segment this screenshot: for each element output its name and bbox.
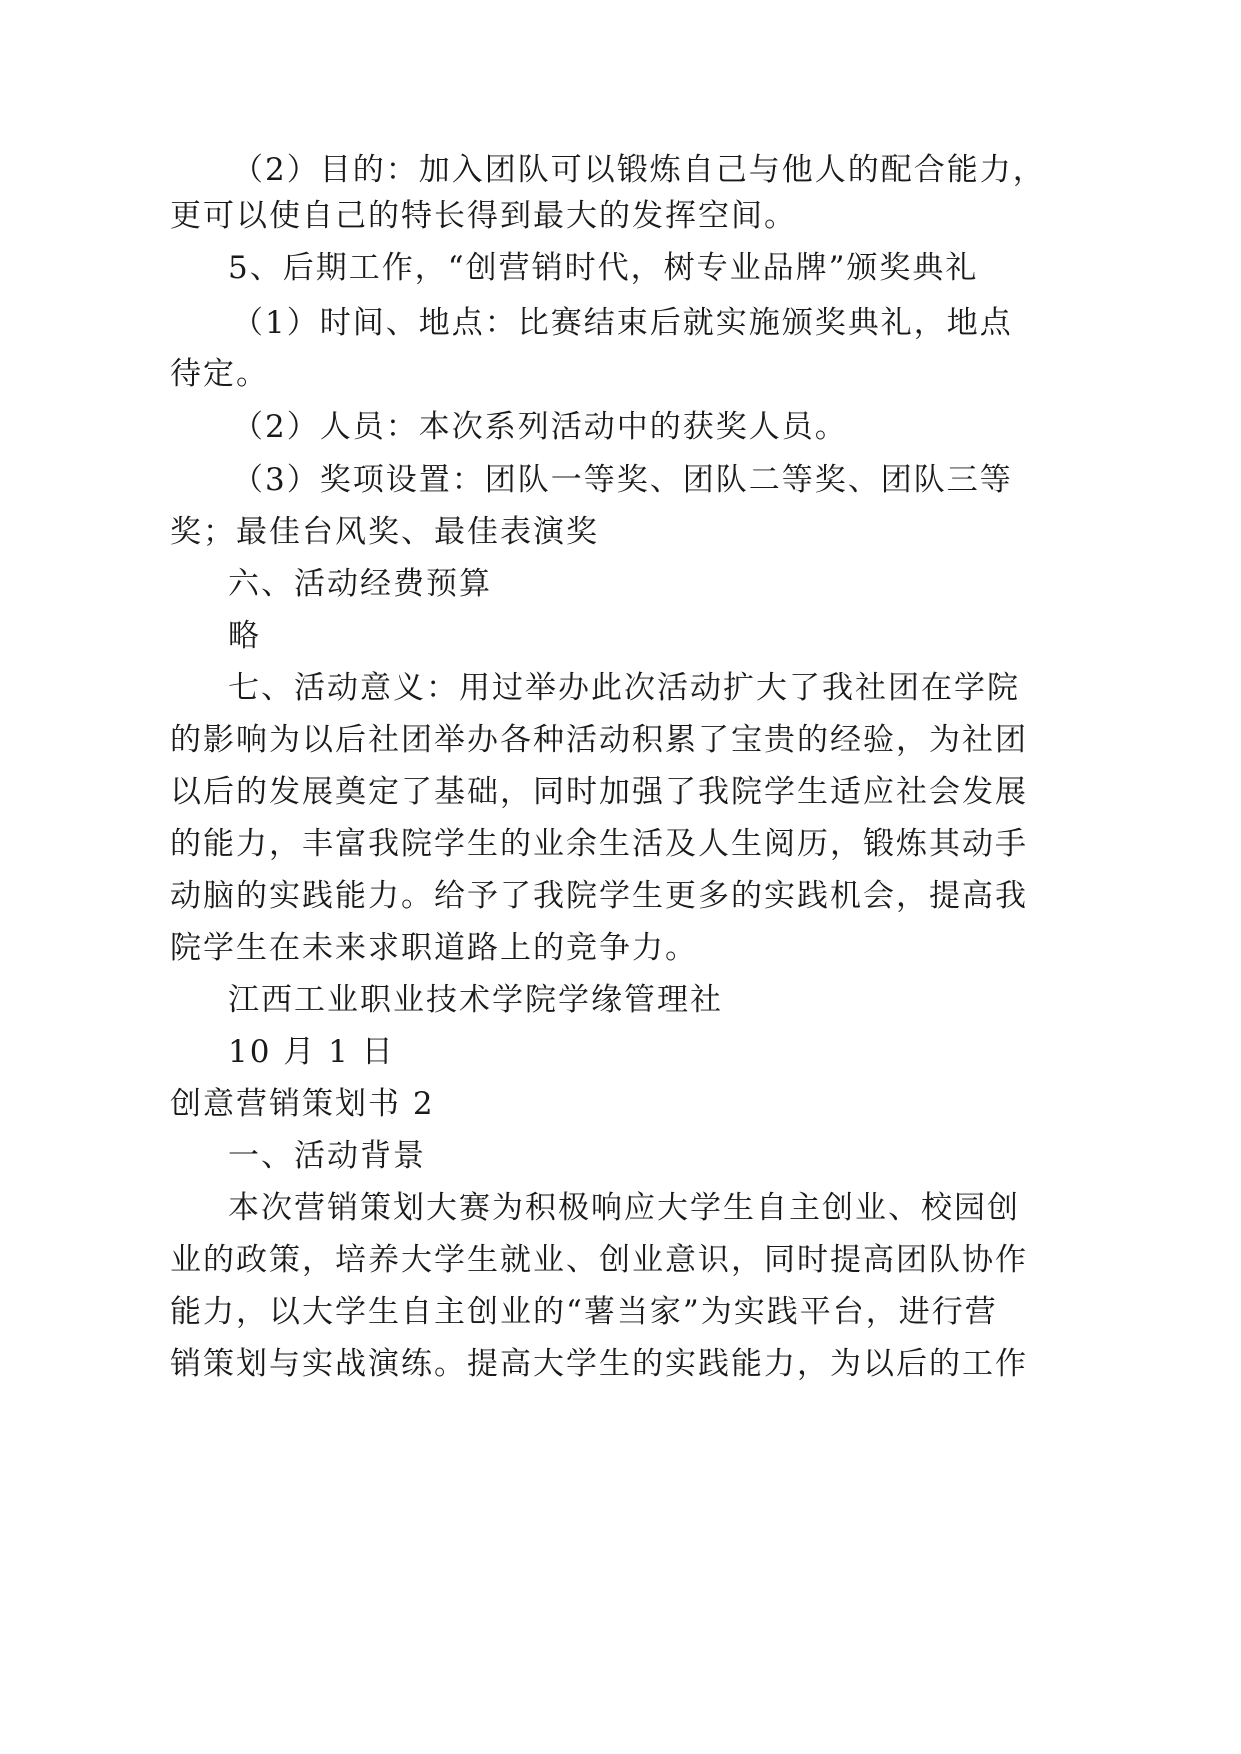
paragraph-line: 更可以使自己的特长得到最大的发挥空间。 [170,198,797,234]
paragraph-line: 动脑的实践能力。给予了我院学生更多的实践机会，提高我 [170,878,1028,914]
paragraph-line: 能力，以大学生自主创业的“薯当家”为实践平台，进行营 [170,1294,998,1330]
signature-org: 江西工业职业技术学院学缘管理社 [228,982,723,1018]
paragraph-line: 的影响为以后社团举办各种活动积累了宝贵的经验，为社团 [170,722,1028,758]
paragraph-line: （2）目的：加入团队可以锻炼自己与他人的配合能力， [232,152,1046,188]
paragraph-line: （3）奖项设置：团队一等奖、团队二等奖、团队三等 [232,462,1013,498]
paragraph-line: 5、后期工作，“创营销时代，树专业品牌”颁奖典礼 [228,250,979,286]
section-heading: 六、活动经费预算 [228,566,492,602]
paragraph-line: 待定。 [170,356,269,392]
paragraph-line: 略 [228,618,261,654]
paragraph-line: 奖；最佳台风奖、最佳表演奖 [170,514,599,550]
paragraph-line: 本次营销策划大赛为积极响应大学生自主创业、校园创 [228,1190,1020,1226]
paragraph-line: 院学生在未来求职道路上的竞争力。 [170,930,698,966]
paragraph-line: 销策划与实战演练。提高大学生的实践能力，为以后的工作 [170,1346,1028,1382]
paragraph-line: （2）人员：本次系列活动中的获奖人员。 [232,409,848,445]
section-heading: 一、活动背景 [228,1138,426,1174]
document-title: 创意营销策划书 2 [170,1086,435,1122]
section-heading: 七、活动意义：用过举办此次活动扩大了我社团在学院 [228,670,1020,706]
paragraph-line: （1）时间、地点：比赛结束后就实施颁奖典礼，地点 [232,305,1013,341]
signature-date: 10 月 1 日 [228,1034,395,1070]
paragraph-line: 以后的发展奠定了基础，同时加强了我院学生适应社会发展 [170,774,1028,810]
paragraph-line: 业的政策，培养大学生就业、创业意识，同时提高团队协作 [170,1242,1028,1278]
paragraph-line: 的能力，丰富我院学生的业余生活及人生阅历，锻炼其动手 [170,826,1028,862]
